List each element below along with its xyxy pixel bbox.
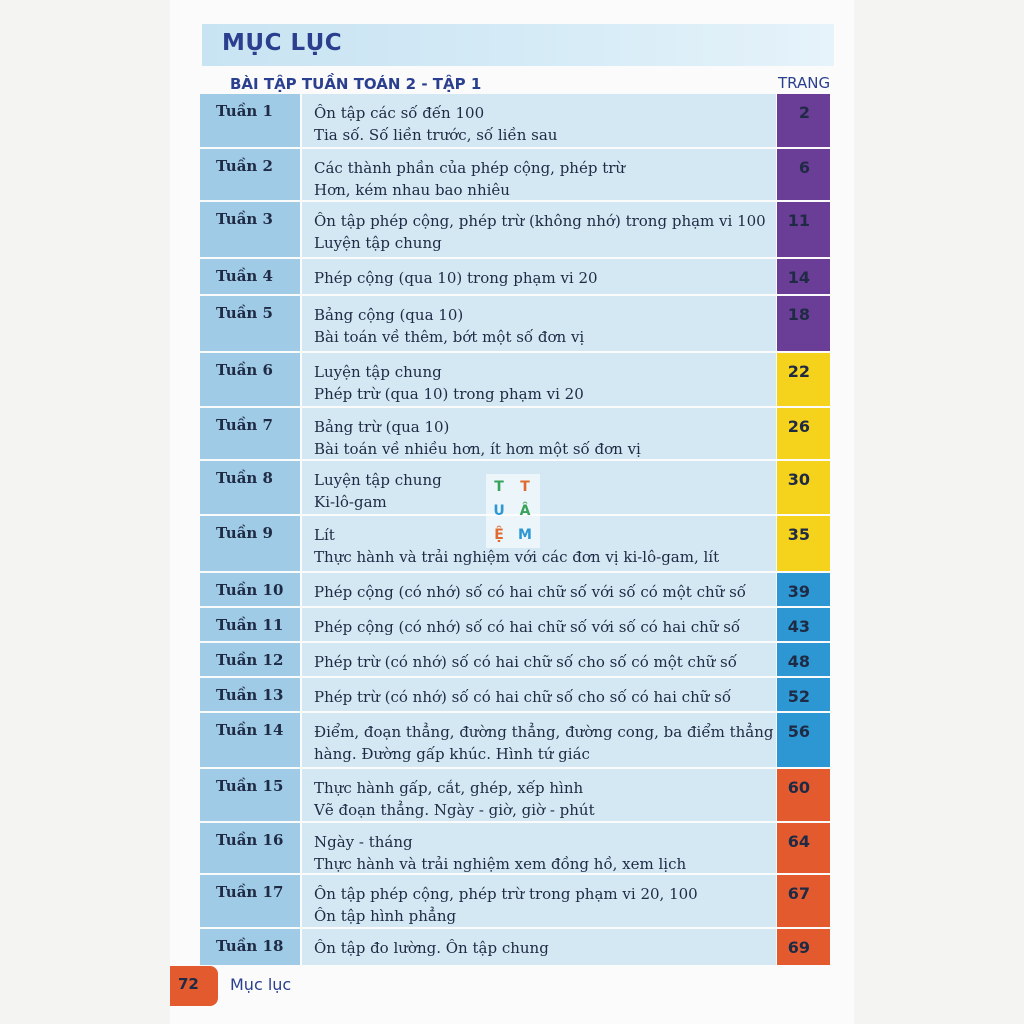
page-number-label: 2 [798,103,810,122]
topic-line: Ngày - tháng [314,833,413,851]
week-cell [200,823,300,873]
week-cell [200,353,300,406]
week-cell [200,875,300,927]
toc-row [200,94,830,149]
topic-line: Thực hành gấp, cắt, ghép, xếp hình [314,779,584,797]
logo-letter: Ệ [494,527,504,543]
page-cell [777,823,830,873]
week-label: Tuần 7 [216,416,273,434]
page-number: 72 [178,975,199,993]
toc-row [200,875,830,929]
week-cell [200,461,300,514]
week-label: Tuần 16 [216,831,284,849]
topic-line: Vẽ đoạn thẳng. Ngày - giờ, giờ - phút [314,801,595,819]
toc-row [200,408,830,461]
topic-line: Phép cộng (có nhớ) số có hai chữ số với số có hai chữ số [314,618,741,636]
topic-line: Phép cộng (có nhớ) số có hai chữ số với số có một chữ số [314,583,746,601]
topic-line: Phép trừ (qua 10) trong phạm vi 20 [314,385,584,403]
page-cell [777,149,830,200]
page-number-label: 48 [787,652,810,671]
topic-cell [302,408,776,459]
toc-row [200,259,830,296]
topic-line: Bài toán về nhiều hơn, ít hơn một số đơn vị [314,440,641,458]
topic-line: Luyện tập chung [314,471,442,489]
topic-line: Thực hành và trải nghiệm xem đồng hồ, xem lịch [314,855,687,873]
week-label: Tuần 5 [216,304,273,322]
page-cell [777,259,830,294]
logo-letter: U [493,503,505,519]
page-cell [777,769,830,821]
page-column-label: TRANG [778,74,831,92]
toc-row [200,353,830,408]
toc-row [200,202,830,259]
topic-line: Ki-lô-gam [314,493,387,511]
week-label: Tuần 4 [216,267,273,285]
page-number-label: 22 [787,362,810,381]
page-number-label: 18 [787,305,810,324]
topic-line: Ôn tập phép cộng, phép trừ (không nhớ) trong phạm vi 100 [314,212,766,230]
week-cell [200,94,300,147]
week-cell [200,929,300,965]
topic-line: Ôn tập đo lường. Ôn tập chung [314,939,549,957]
topic-cell [302,713,776,767]
topic-cell [302,875,776,927]
page-number-label: 52 [787,687,810,706]
week-label: Tuần 2 [216,157,273,175]
topic-line: Bảng cộng (qua 10) [314,306,464,324]
page-cell [777,202,830,257]
topic-line: Thực hành và trải nghiệm với các đơn vị ki-lô-gam, lít [314,548,720,566]
topic-line: Tia số. Số liền trước, số liền sau [314,126,558,144]
page-cell [777,678,830,711]
page-number-label: 11 [787,211,810,230]
topic-line: Ôn tập phép cộng, phép trừ trong phạm vi 20, 100 [314,885,698,903]
week-label: Tuần 18 [216,937,284,955]
topic-line: Phép cộng (qua 10) trong phạm vi 20 [314,269,598,287]
week-label: Tuần 17 [216,883,284,901]
toc-row [200,573,830,608]
page-cell [777,875,830,927]
toc-row [200,608,830,643]
week-cell [200,516,300,571]
week-cell [200,149,300,200]
page-cell [777,94,830,147]
logo-letter: Â [519,503,531,519]
topic-line: Lít [314,526,335,544]
week-cell [200,678,300,711]
page-cell [777,713,830,767]
topic-line: Ôn tập hình phẳng [314,907,457,925]
page-number-label: 30 [787,470,810,489]
week-label: Tuần 8 [216,469,273,487]
page-number-label: 35 [787,525,810,544]
topic-cell [302,94,776,147]
page-cell [777,643,830,676]
logo-letter: M [518,527,532,543]
topic-line: Phép trừ (có nhớ) số có hai chữ số cho số có một chữ số [314,653,737,671]
week-cell [200,643,300,676]
footer-label: Mục lục [230,975,292,994]
topic-line: Luyện tập chung [314,363,442,381]
topic-cell [302,353,776,406]
week-cell [200,408,300,459]
page-cell [777,608,830,641]
topic-cell [302,608,776,641]
logo-letter: T [520,479,530,495]
page-number-label: 26 [787,417,810,436]
topic-line: Bài toán về thêm, bớt một số đơn vị [314,328,585,346]
topic-line: Luyện tập chung [314,234,442,252]
toc-row [200,769,830,823]
week-label: Tuần 11 [216,616,284,634]
page-number-label: 64 [787,832,810,851]
toc-row [200,296,830,353]
topic-cell [302,678,776,711]
week-cell [200,608,300,641]
topic-line: Điểm, đoạn thẳng, đường thẳng, đường cong, ba điểm thẳng [314,723,774,741]
toc-row [200,149,830,202]
page-cell [777,353,830,406]
week-cell [200,296,300,351]
topic-line: Hơn, kém nhau bao nhiêu [314,181,510,199]
topic-line: Bảng trừ (qua 10) [314,418,450,436]
week-cell [200,713,300,767]
week-label: Tuần 1 [216,102,273,120]
page-number-label: 39 [787,582,810,601]
page-cell [777,461,830,514]
week-label: Tuần 10 [216,581,284,599]
week-label: Tuần 6 [216,361,273,379]
toc-row [200,643,830,678]
page-number-label: 67 [787,884,810,903]
page-number-label: 60 [787,778,810,797]
page-number-label: 6 [798,158,810,177]
week-cell [200,573,300,606]
week-cell [200,769,300,821]
topic-cell [302,202,776,257]
toc-row [200,713,830,769]
page-cell [777,516,830,571]
toc-row [200,823,830,875]
page-number-label: 14 [787,268,810,287]
page-title: MỤC LỤC [222,30,343,56]
page-cell [777,573,830,606]
page-cell [777,296,830,351]
topic-cell [302,769,776,821]
page-number-label: 56 [787,722,810,741]
topic-cell [302,573,776,606]
topic-line: hàng. Đường gấp khúc. Hình tứ giác [314,745,590,763]
topic-cell [302,149,776,200]
topic-line: Phép trừ (có nhớ) số có hai chữ số cho số có hai chữ số [314,688,732,706]
topic-cell [302,823,776,873]
watermark-logo [486,474,540,548]
book-subtitle: BÀI TẬP TUẦN TOÁN 2 - TẬP 1 [230,75,482,93]
week-label: Tuần 12 [216,651,284,669]
week-cell [200,259,300,294]
week-label: Tuần 13 [216,686,284,704]
week-label: Tuần 9 [216,524,273,542]
page-cell [777,408,830,459]
topic-line: Các thành phần của phép cộng, phép trừ [314,159,626,177]
topic-cell [302,259,776,294]
page-number-label: 69 [787,938,810,957]
topic-cell [302,296,776,351]
week-cell [200,202,300,257]
topic-cell [302,643,776,676]
page-number-label: 43 [787,617,810,636]
week-label: Tuần 3 [216,210,273,228]
week-label: Tuần 15 [216,777,284,795]
logo-letter: T [494,479,504,495]
toc-row [200,929,830,967]
topic-cell [302,929,776,965]
page-cell [777,929,830,965]
week-label: Tuần 14 [216,721,284,739]
toc-row [200,678,830,713]
topic-line: Ôn tập các số đến 100 [314,104,485,122]
